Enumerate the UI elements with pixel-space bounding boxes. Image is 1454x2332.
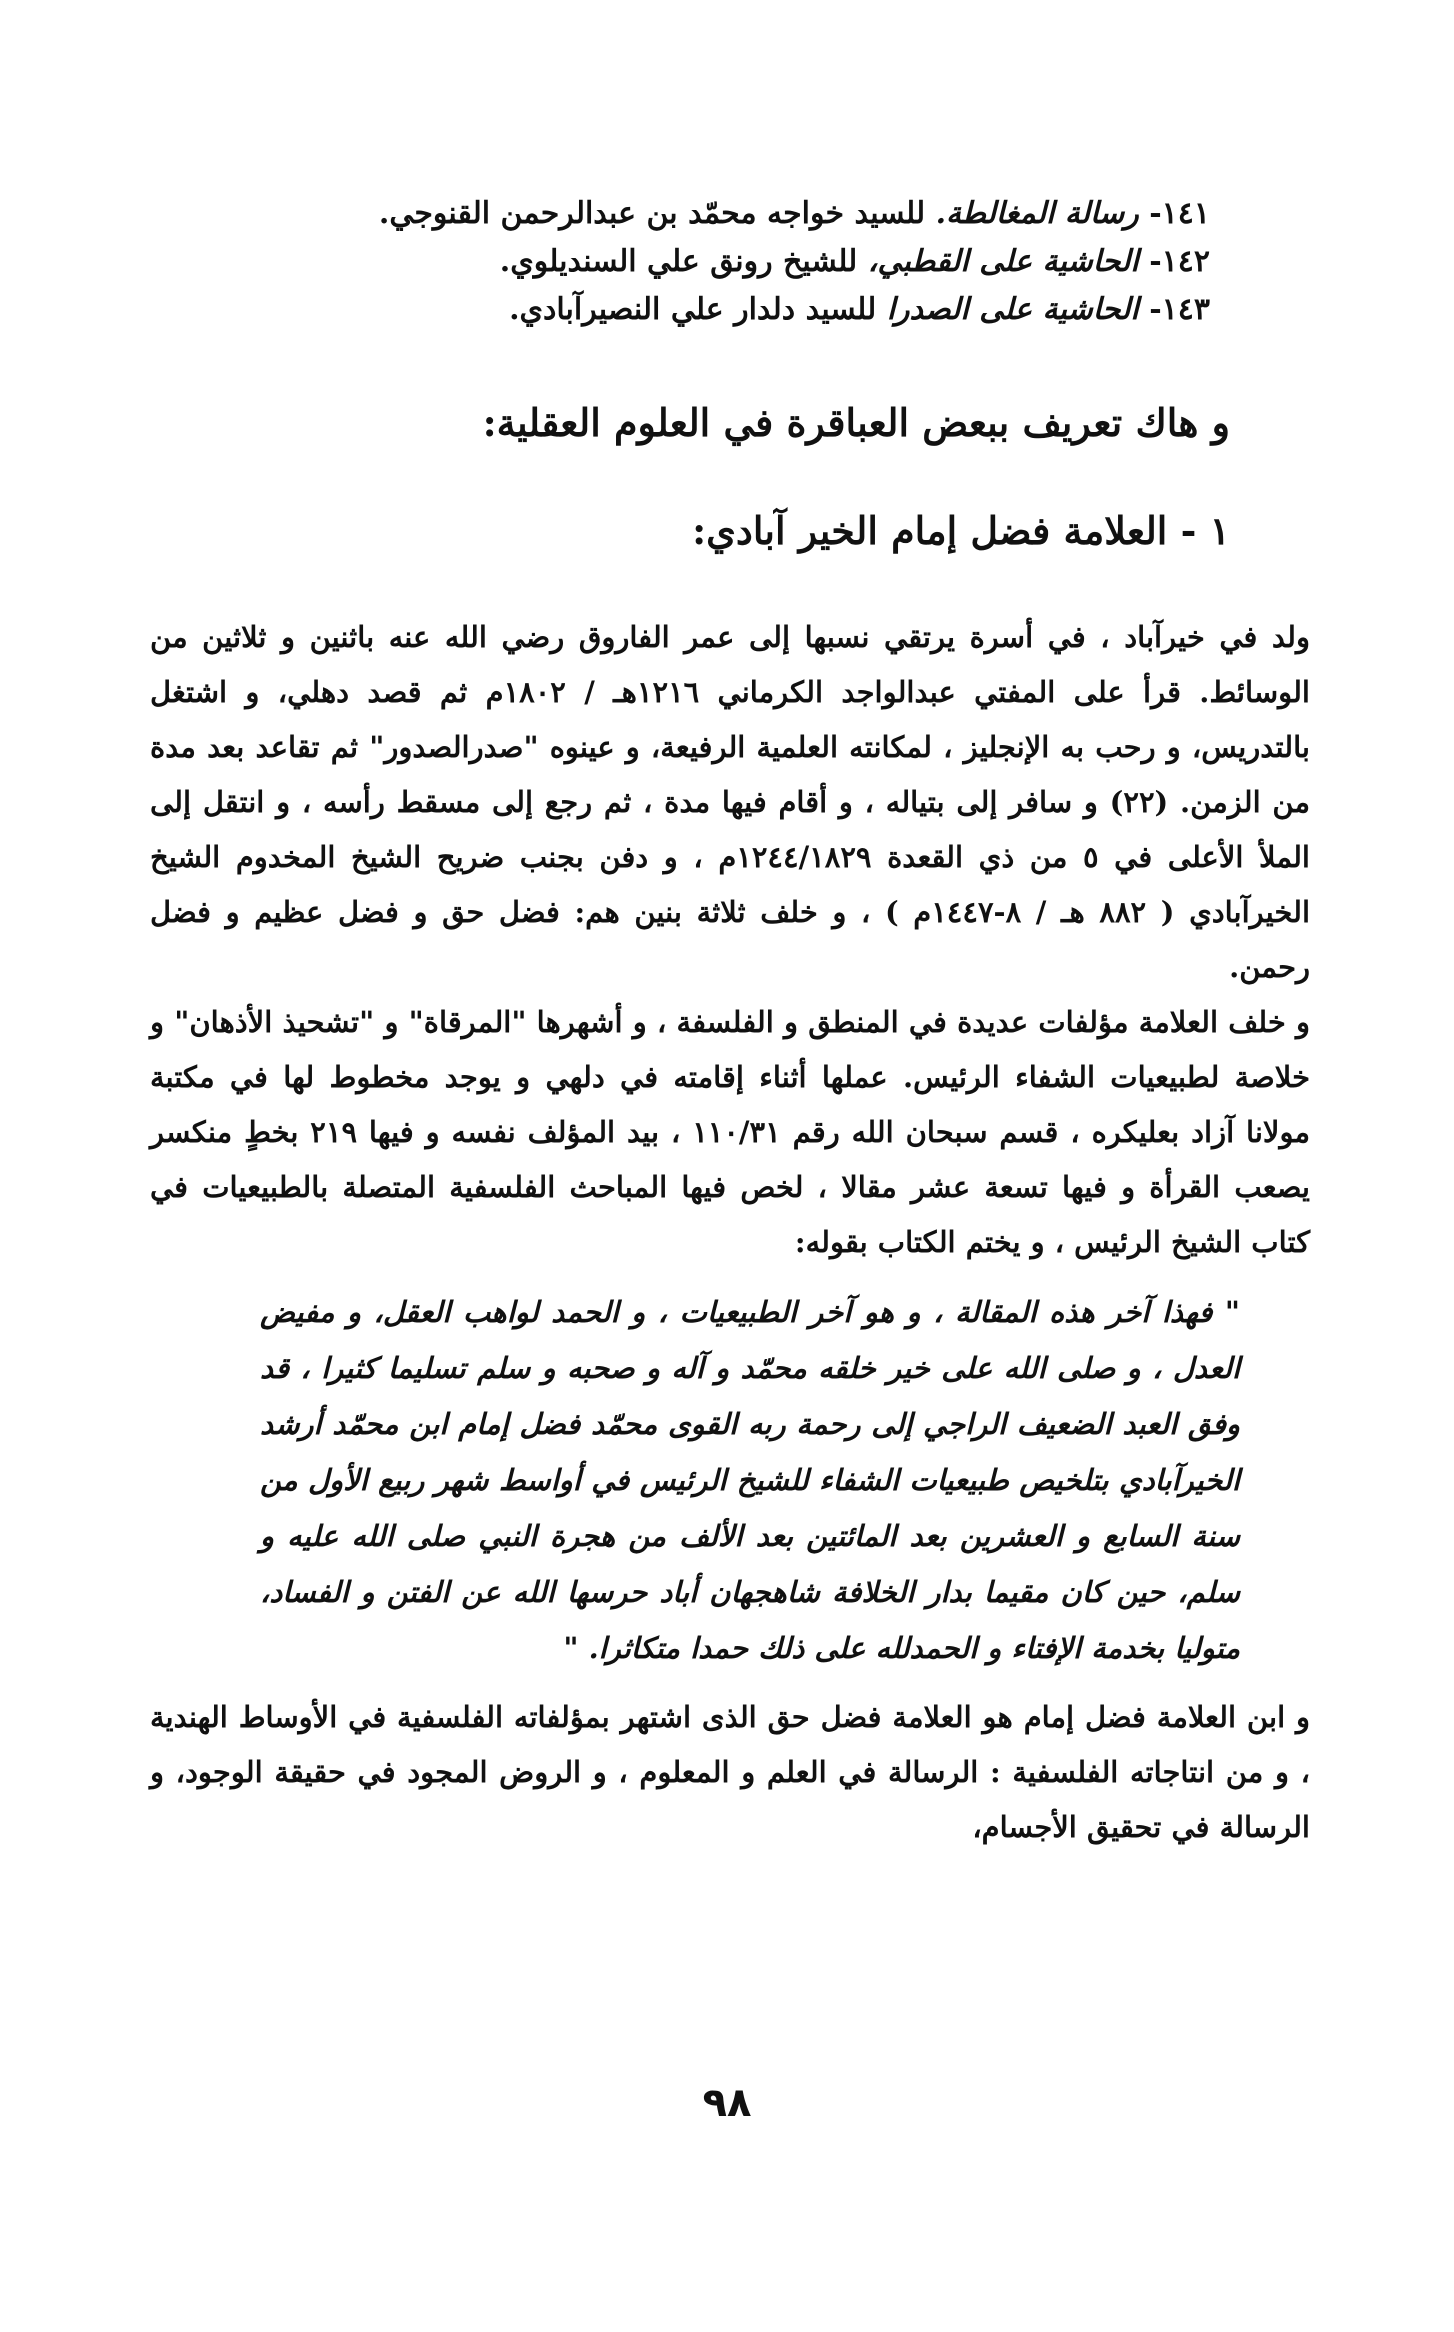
list-item-number: ١٤٢-: [1149, 244, 1210, 279]
paragraph-son: و ابن العلامة فضل إمام هو العلامة فضل حق الذى اشتهر بمؤلفاته الفلسفية في الأوساط الهندية ، و من انتاجاته الفلسفية : الرسالة في العلم و المعلوم ، و الروض المجود في حقيقة الوجود، و الرسالة في تحقيق الأجسام،: [150, 1700, 1310, 1844]
list-item-author: للشيخ رونق علي السنديلوي.: [499, 244, 858, 279]
list-item: [150, 190, 1210, 238]
list-item-title: الحاشية على القطبي،: [867, 244, 1139, 279]
paragraph-works: و خلف العلامة مؤلفات عديدة في المنطق و الفلسفة ، و أشهرها "المرقاة" و "تشحيذ الأذهان" و خلاصة لطبيعيات الشفاء الرئيس. عملها أثناء إقامته في دلهي و يوجد مخطوط لها في مكتبة مولانا آزاد بعليكره ، قسم سبحان الله رقم ١١٠/٣١ ، بيد المؤلف نفسه و فيها ٢١٩ بخطٍ منكسر يصعب القرأة و فيها تسعة عشر مقالا ، لخص فيها المباحث الفلسفية المتصلة بالطبيعيات في كتاب الشيخ الرئيس ، و يختم الكتاب بقوله:: [150, 1005, 1310, 1259]
list-item-number: ١٤٣-: [1149, 292, 1210, 327]
page-number: ٩٨: [702, 2080, 752, 2126]
list-item-title: الحاشية على الصدرا: [886, 292, 1139, 327]
list-item: [150, 238, 1210, 286]
list-item: [150, 286, 1210, 334]
list-item-title: رسالة المغالطة.: [935, 196, 1139, 231]
biography-heading: ١ - العلامة فضل إمام الخير آبادي:: [692, 508, 1230, 553]
page-body: [150, 190, 1310, 1855]
section-heading: و هاك تعريف ببعض العباقرة في العلوم العقلية:: [482, 400, 1230, 445]
list-item-author: للسيد خواجه محمّد بن عبدالرحمن القنوجي.: [378, 196, 926, 231]
block-quote: " فهذا آخر هذه المقالة ، و هو آخر الطبيعيات ، و الحمد لواهب العقل، و مفيض العدل ، و صلى الله على خير خلقه محمّد و آله و صحبه و سلم تسليما كثيرا ، قد وفق العبد الضعيف الراجي إلى رحمة ربه القوى محمّد فضل إمام ابن محمّد أرشد الخيرآبادي بتلخيص طبيعيات الشفاء للشيخ الرئيس في أواسط شهر ربيع الأول من سنة السابع و العشرين بعد المائتين بعد الألف من هجرة النبي صلى الله عليه و سلم، حين كان مقيما بدار الخلافة شاهجهان أباد حرسها الله عن الفتن و الفساد، متوليا بخدمة الإفتاء و الحمدلله على ذلك حمدا متكاثرا. ": [260, 1295, 1240, 1665]
list-item-number: ١٤١-: [1149, 196, 1210, 231]
paragraph-birth: ولد في خيرآباد ، في أسرة يرتقي نسبها إلى عمر الفاروق رضي الله عنه باثنين و ثلاثين من الوسائط. قرأ على المفتي عبدالواجد الكرماني ١٢١٦هـ / ١٨٠٢م ثم قصد دهلي، و اشتغل بالتدريس، و رحب به الإنجليز ، لمكانته العلمية الرفيعة، و عينوه "صدرالصدور" ثم تقاعد بعد مدة من الزمن. (٢٢) و سافر إلى بتياله ، و أقام فيها مدة ، ثم رجع إلى مسقط رأسه ، و انتقل إلى الملأ الأعلى في ٥ من ذي القعدة ١٢٤٤/١٨٢٩م ، و دفن بجنب ضريح الشيخ المخدوم الشيخ الخيرآبادي ( ٨٨٢ هـ / ٨-١٤٤٧م ) ، و خلف ثلاثة بنين هم: فضل حق و فضل عظيم و فضل رحمن.: [150, 620, 1311, 984]
list-item-author: للسيد دلدار علي النصيرآبادي.: [509, 292, 877, 327]
book-list: [150, 190, 1310, 334]
